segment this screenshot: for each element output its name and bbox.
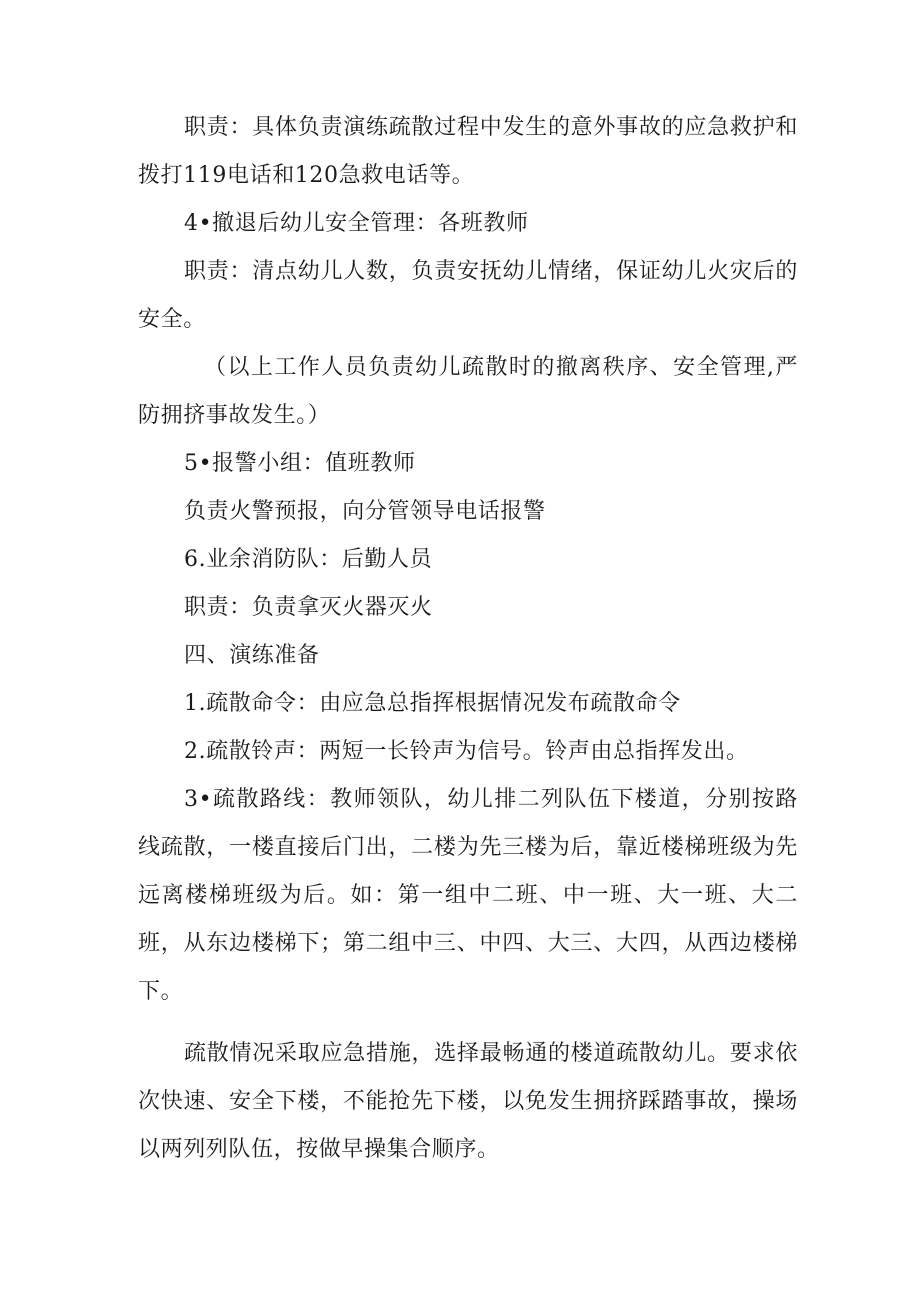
paragraph-duty-emergency-rescue: 职责：具体负责演练疏散过程中发生的意外事故的应急救护和拨打119电话和120急救电话等。 xyxy=(138,115,798,188)
paragraph-alarm-team-heading: 5•报警小组：值班教师 xyxy=(184,451,416,476)
paragraph-evacuation-route: 3•疏散路线：教师领队，幼儿排二列队伍下楼道，分别按路线疏散，一楼直接后门出，二楼为先三楼为后，靠近楼梯班级为先远离楼梯班级为后。如：第一组中二班、中一班、大一班、大二班，从东边楼梯下；第二组中三、中四、大三、大四，从西边楼梯下。 xyxy=(138,787,798,1004)
paragraph-fire-brigade-heading: 6.业余消防队：后勤人员 xyxy=(184,547,433,572)
paragraph-alarm-duty: 负责火警预报，向分管领导电话报警 xyxy=(184,499,546,524)
paragraph-post-evacuation-safety-heading: 4•撤退后幼儿安全管理：各班教师 xyxy=(184,211,529,236)
paragraph-evacuation-bell: 2.疏散铃声：两短一长铃声为信号。铃声由总指挥发出。 xyxy=(184,739,749,764)
paragraph-staff-note: （以上工作人员负责幼儿疏散时的撤离秩序、安全管理,严防拥挤事故发生。） xyxy=(138,355,798,428)
document-body xyxy=(138,104,798,1174)
paragraph-evacuation-order: 1.疏散命令：由应急总指挥根据情况发布疏散命令 xyxy=(184,691,681,716)
paragraph-emergency-measures: 疏散情况采取应急措施，选择最畅通的楼道疏散幼儿。要求依次快速、安全下楼，不能抢先下楼，以免发生拥挤踩踏事故，操场以两列列队伍，按做早操集合顺序。 xyxy=(138,1041,798,1162)
section-heading-drill-preparation: 四、演练准备 xyxy=(184,643,320,668)
paragraph-duty-headcount: 职责：清点幼儿人数，负责安抚幼儿情绪，保证幼儿火灾后的安全。 xyxy=(138,259,798,332)
paragraph-fire-brigade-duty: 职责：负责拿灭火器灭火 xyxy=(184,595,433,620)
